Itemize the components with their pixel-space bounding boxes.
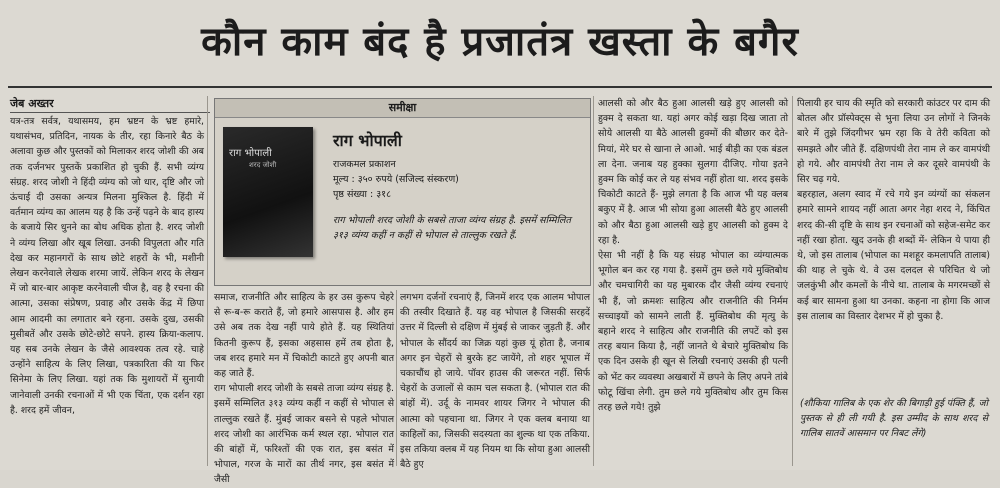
price: मूल्य : ३५० रुपये (सजिल्द संस्करण) [333, 174, 459, 185]
review-box-header: समीक्षा [215, 99, 590, 118]
book-quote: राग भोपाली शरद जोशी के सबसे ताजा व्यंग्य संग्रह है. इसमें सम्मिलित ३१३ व्यंग्य कहीं न कहीं से भोपाल से ताल्लुक रखते हैं. [333, 215, 571, 241]
article-column-4: आलसी को और बैठ हुआ आलसी खड़े हुए आलसी को हुक्म दे सकता था. यहां अगर कोई खड़ा दिख जाता तो सोये आलसी या बैठे आलसी हुक्मों की बौछार कर देते- मियां, मेरे घर से खाना ले आओ. भाई बीड़ी का एक बंडल ला देना. जनाब यह हुक्का सुलगा दीजिए. गोया इतने हुक्म कि कोई कर ले यह संभव नहीं होता था. शरद इसके चिकोटी काटते हैं- मुझे लगता है कि आज भी यह क्लब बकुए में है. आज भी सोया हुआ आलसी बैठे हुए आलसी को और बैठा हुआ आलसी खड़े हुए आलसी को हुक्म दे रहा है. ऐसा भी नहीं है कि यह संग्रह भोपाल का व्यंग्यात्मक भूगोल बन कर रह गया है. इसमें तुम छले गये मुक्तिबोध और चमचागिरी का यह मुबारक दौर जैसी व्यंग्य रचनाएं भी हैं, जो क्रमशः साहित्य और राजनीति की निर्मम सच्चाइयों को सामने लाती हैं. मुक्तिबोध की मृत्यु के बहाने शरद ने साहित्य और राजनीति की लपटें को इस तरह बयान किया है, नहीं जानते थे बेचारे मुक्तिबोध कि एक दिन उसके ही खून से लिखी रचनाएं उसकी ही पत्नी को भेंट कर व्यवस्था अखबारों में छपने के लिए अपने तांबे फोटू खिंचा लेगी. तुम छले गये मुक्तिबोध और तुम किस तरह छले गये! तुझे [598, 98, 788, 414]
page-count: पृष्ठ संख्या : ३१८ [333, 189, 392, 200]
headline-rule [8, 86, 992, 88]
byline-rule [10, 112, 210, 113]
publisher: राजकमल प्रकाशन [333, 159, 396, 170]
article-column-2: समाज, राजनीति और साहित्य के हर उस कुरूप चेहरे से रू-ब-रू कराते हैं, जो हमारे आसपास है. और हम उसे अब तक देख नहीं पाये होते हैं. यह स्थितियां कितनी कुरूप हैं, इसका अहसास हमें तब होता है, जब शरद हमारे मन में चिकोटी काटते हुए अपनी बात कह जाते हैं. राग भोपाली शरद जोशी के सबसे ताजा व्यंग्य संग्रह है. इसमें सम्मिलित ३१३ व्यंग्य कहीं न कहीं से भोपाल से ताल्लुक रखते हैं. मुंबई जाकर बसने से पहले भोपाल शरद जोशी का आरंभिक कर्म स्थल रहा. भोपाल रात की बांहों में, फरिश्तों की एक रात, इस बसंत में भोपाल, गरज के मारों का तीर्थ नगर, इस बसंत में जैसी [214, 292, 394, 486]
book-meta [333, 157, 459, 202]
closing-note: (शौकिया गालिब के एक शेर की बिगाड़ी हुई पंक्ति हैं, जो पुस्तक से ही ली गयी है. इस उम्मीद के साथ शरद से गालिब सातवें आसमान पर निबट लेंगे) [800, 398, 988, 439]
review-box [214, 98, 591, 286]
article-column-5: पिलायी हर चाय की स्मृति को सरकारी कांउटर पर दाम की बोतल और प्रॉस्पेक्ट्स से भुना लिया उन लोगों ने जिनके बारे में तुझे जिंदगीभर भ्रम रहा कि वे तेरी कविता को समझते और जीते हैं. दक्षिणपंथी तेरा नाम ले कर वामपंथी हो गये. और वामपंथी तेरा नाम ले कर दूसरे वामपंथी के सिर चढ़ गये. बहरहाल, अलग स्वाद में रचे गये इन व्यंग्यों का संकलन हमारे सामने शायद नहीं आता अगर नेहा शरद ने, किंचित शरद की-सी दृष्टि के साथ इन रचनाओं को सहेज-समेट कर नहीं रखा होता. खुद उनके ही शब्दों में- लेकिन ये पाया ही थे, जो इस तालाब (भोपाल का मशहूर कमलापति तालाब) की थाह ले चुके थे. वे उस दलदल से परिचित थे जो जलकुंभी और कमलों के नीचे था. तालाब के मगरमच्छों से कई बार सामना हुआ था उनका. कहना ना होगा कि आज इस तालाब का विस्तार देशभर में हो चुका है. [797, 98, 990, 322]
column-divider [396, 290, 397, 466]
article-column-3: लगभग दर्जनों रचनाएं हैं, जिनमें शरद एक आलम भोपाल की तस्वीर दिखाते हैं. यह वह भोपाल है जिसकी सरहदें उत्तर में दिल्ली से दक्षिण में मुंबई से जाकर जुड़ती हैं. और भोपाल के सौंदर्य का जिक्र यहां कुछ यूं होता है, जनाब अगर इन चेहरों से बुरके हट जायेंगे, तो शहर भूपाल में चकाचौंध हो जाये. पॉवर हाउस की जरूरत नहीं. सिर्फ चेहरों के उजालों से काम चल सकता है. (भोपाल रात की बांहों में). उर्दू के नामवर शायर जिगर ने भोपाल की आत्मा को पहचाना था. जिगर ने एक क्लब बनाया था काहिलों का, जिसकी सदस्यता का शुल्क था एक तकिया. इस तकिया क्लब में यह नियम था कि सोया हुआ आलसी बैठे हुए [400, 292, 590, 471]
cover-title: राग भोपाली [229, 148, 272, 159]
article-column-1: यत्र-तत्र सर्वत्र, यथासमय, हम भ्रष्टन के भ्रष्ट हमारे, यथासंभव, प्रतिदिन, नायक के तीर, रहा किनारे बैठ के अलावा कुछ और पुस्तकों को मिलाकर शरद जोशी की अब तक दर्जनभर पुस्तकें प्रकाशित हो चुकी हैं. सभी व्यंग्य संग्रह. शरद जोशी ने हिंदी व्यंग्य को जो धार, दृष्टि और जो ऊंचाई दी उसका अन्यत्र मिलना मुश्किल है. हिंदी में वर्तमान व्यंग्य का आलम यह है कि उन्हें पढ़ने के बाद हास्य के बजाये सिर धुनने का बोध अधिक होता है. शरद जोशी ने व्यंग्य लिखा और खूब लिखा. उनकी विपुलता और गति देख कर महानगरों के साथ छोटे शहरों के भी, मशीनी लेखन करनेवाले लेखक शरमा जायें. लेकिन शरद के लेखन में जो बार-बार आकृष्ट करनेवाली चीज है, वह है रचना की आत्मा, उसका संप्रेषण, प्रवाह और उसके केंद्र में छिपा आम आदमी का लगातार बने रहना. उसके दुख, उसकी मुसीबतें और उसके छोटे-छोटे सपने. हास्य क्रिया-कलाप. यह सब उनके लेखन के जैसे आवश्यक तत्व रहे. चाहे उन्होंने साहित्य के लिए लिखा, पत्रकारिता की या फिर सिनेमा के लिए लिखा. यहां तक कि मुशायरों में सुनायी जानेवाली उनकी रचनाओं में भी एक चिंता, एक दर्शन रहा है. शरद हमें जीवन, [10, 116, 204, 416]
column-divider [593, 96, 594, 466]
book-cover-image [223, 127, 313, 257]
book-title: राग भोपाली [333, 131, 402, 150]
byline: जेब अख्तर [10, 97, 54, 110]
cover-author: शरद जोशी [249, 161, 277, 169]
column-divider [207, 96, 208, 466]
headline: कौन काम बंद है प्रजातंत्र खस्ता के बगैर [201, 19, 799, 65]
column-divider [792, 96, 793, 466]
